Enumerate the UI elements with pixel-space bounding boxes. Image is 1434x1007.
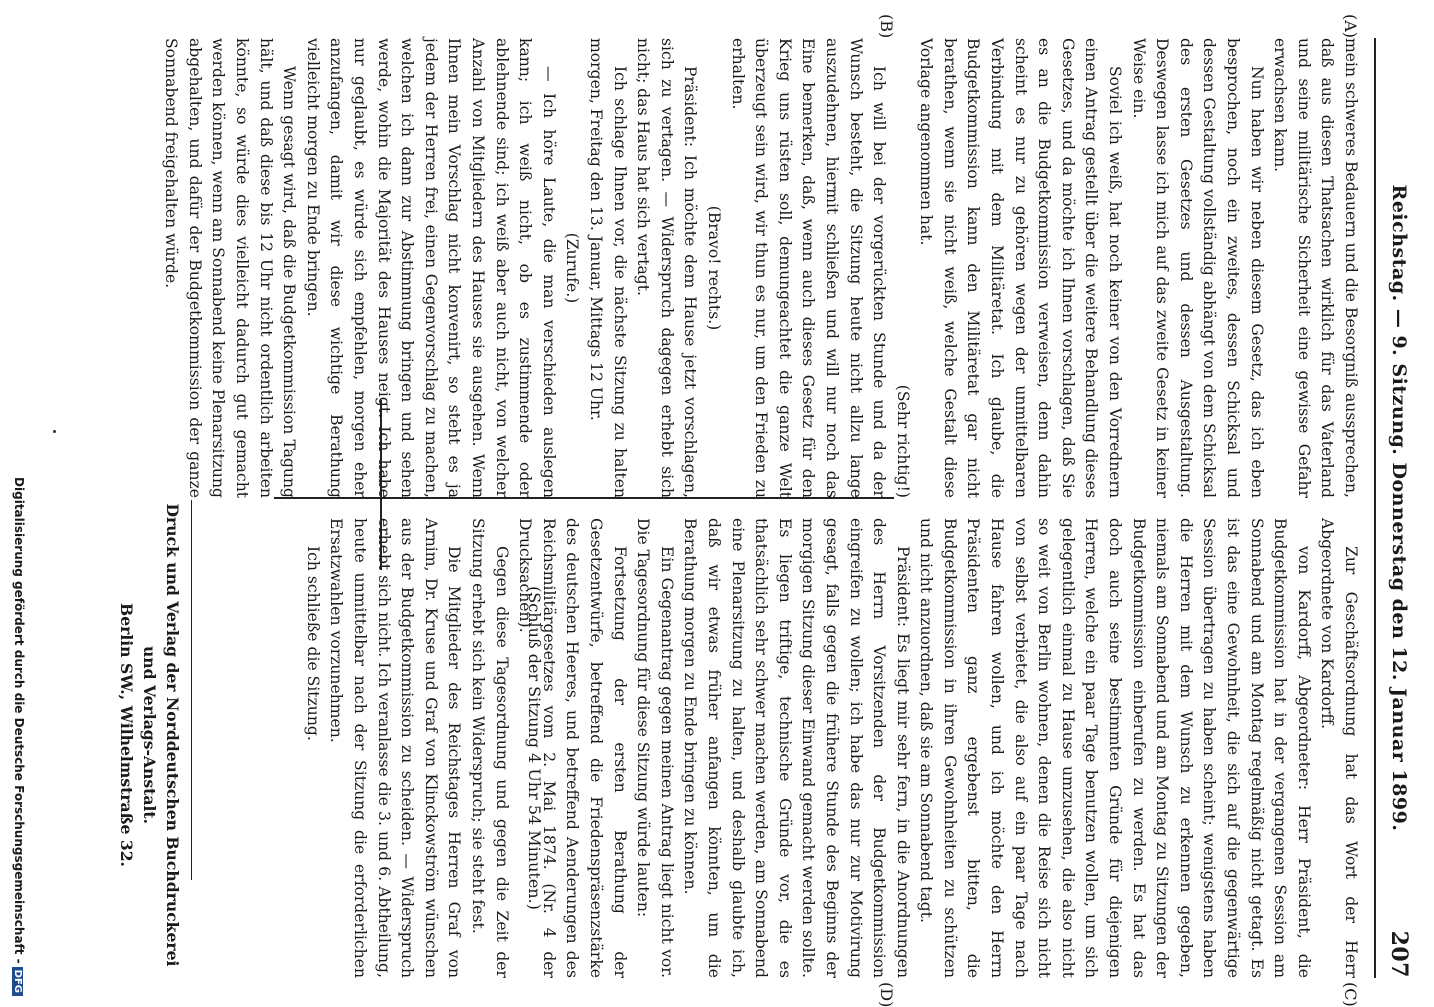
imprint-line-2: Berlin SW., Wilhelmstraße 32. <box>117 603 136 867</box>
scan-speck <box>53 430 56 433</box>
paragraph: Ich schließe die Sitzung. <box>303 546 322 741</box>
paragraph: mein schweres Bedauern und die Besorgniß aussprechen, daß aus diesen Thatsachen wirklich für das Vaterland und seine militärische Sicherheit eine gewisse Gefahr erwachsen kann. <box>1271 38 1360 498</box>
paragraph: Ich schlage Ihnen vor, die nächste Sitzung zu halten morgen, Freitag den 13. Januar, Mittags 12 Uhr. <box>587 38 629 498</box>
interjection: (Bravo! rechts.) <box>704 205 723 331</box>
digitization-text: Digitalisierung gefördert durch die Deutsche Forschungsgemeinschaft - <box>12 477 26 964</box>
digitization-note <box>12 0 26 1000</box>
footer-rule <box>191 500 192 880</box>
dfg-logo: DFG <box>12 967 23 996</box>
margin-mark-a: (A) <box>1341 14 1360 39</box>
page-header <box>1376 38 1416 978</box>
header-rule <box>1374 38 1376 978</box>
header-title: Reichstag. — 9. Sitzung. Donnerstag den 12. Januar 1899. <box>1388 184 1410 832</box>
section-rule <box>380 400 382 570</box>
interjection: (Zurufe.) <box>563 232 582 304</box>
interjection: (Sehr richtig!) <box>893 384 912 498</box>
agenda-item: Fortsetzung der ersten Berathung der Gesetzentwürfe, betreffend die Friedenspräsenzstärke des deutschen Heeres, und betreffend Aenderungen des Reichsmilitärgesetzes vom 2. Mai 1874. (Nr. 4 der Drucksachen). <box>516 518 629 978</box>
paragraph: Ich will bei der vorgerückten Stunde und da der Wunsch besteht, die Sitzung heute nicht allzu lange auszudehnen, hiermit schließen und will nur noch das Eine bemerken, daß, wenn auch dieses Gesetz für den Krieg uns rüsten soll, demungeachtet die ganze Welt überzeugt sein wird, wir thun es nur, um den Frieden zu erhalten. <box>728 38 889 498</box>
paragraph: von Kardorff, Abgeordneter: Herr Präsident, die Budgetkommission hat in der vergangenen Session am Sonnabend und am Montag regelmäßig nicht getagt. Es ist das eine Gewohnheit, die sich auf die gegenwärtige Session übertragen zu haben scheint; wenigstens haben die Herren mit dem Wunsch zu erkennen gegeben, niemals am Sonnabend und am Montag zu Sitzungen der Budgetkommission einberufen zu werden. Es hat das doch auch seine bestimmten Gründe für diejenigen Herren, welche ein paar Tage benutzen wollen, um sich gelegentlich einmal zu Hause umzusehen, die also nicht so weit von Berlin wohnen, denen die Reise sich nicht von selbst verbietet, die also auf ein paar Tage nach Hause fahren wollen, und ich möchte den Herrn Präsidenten ganz ergebenst bitten, die Budgetkommission in ihren Gewohnheiten zu schützen und nicht anzuordnen, daß sie am Sonnabend tagt. <box>917 518 1313 978</box>
paragraph: — Ich höre Laute, die man verschieden auslegen kann; ich weiß nicht, ob es zustimmende oder ablehnende sind; ich weiß aber auch nicht, von welcher Anzahl von Mitgliedern des Hauses sie ausgehen. Wenn Ihnen mein Vorschlag nicht konvenirt, so steht es ja jedem der Herren frei, einen Gegenvorschlag zu machen, welchen ich dann zur Abstimmung bringen und sehen werde, wohin die Majorität des Hauses neigt. Ich habe nur geglaubt, es würde sich empfehlen, morgen eher anzufangen, damit wir diese wichtige Berathung vielleicht morgen zu Ende bringen. <box>303 38 558 498</box>
closing-note: (Schluß der Sitzung 4 Uhr 54 Minuten.) <box>525 586 544 910</box>
imprint <box>115 500 184 970</box>
paragraph: Präsident: Ich möchte dem Hause jetzt vorschlagen, sich zu vertagen. — Widerspruch dagegen erhebt sich nicht; das Haus hat sich vertagt. <box>634 38 700 498</box>
paragraph: Nun haben wir neben diesem Gesetz, das ich eben besprochen, noch ein zweites, dessen Schicksal und dessen Gestaltung vollständig abhängt von dem Schicksal des ersten Gesetzes und dessen Ausgestaltung. Deswegen lasse ich mich auf das zweite Gesetz in keiner Weise ein. <box>1129 38 1266 498</box>
margin-mark-b: (B) <box>877 14 896 39</box>
margin-mark-c: (C) <box>1341 982 1360 1007</box>
paragraph: Soviel ich weiß, hat noch keiner von den Vorrednern einen Antrag gestellt über die weitere Behandlung dieses Gesetzes, und da möchte ich Ihnen vorschlagen, daß Sie es an die Budgetkommission verweisen, denn dahin scheint es nur zu gehören wegen der unmittelbaren Verbindung mit dem Militäretat. Ich glaube, die Budgetkommission kann den Militäretat gar nicht berathen, wenn sie nicht weiß, welche Gestalt diese Vorlage angenommen hat. <box>917 38 1125 498</box>
paragraph: Ein Gegenantrag gegen meinen Antrag liegt nicht vor. Die Tagesordnung für diese Sitzung würde lauten: <box>634 518 676 978</box>
paragraph: Präsident: Es liegt mir sehr fern, in die Anordnungen des Herrn Vorsitzenden der Budgetkommission eingreifen zu wollen; ich habe das nur zur Motivirung gesagt, falls gegen die frühere Stunde des Beginns der morgigen Sitzung dieser Einwand gemacht werden sollte. Es liegen triftige, technische Gründe vor, die es thatsächlich sehr schwer machen werden, am Sonnabend eine Plenarsitzung zu halten, und deshalb glaubte ich, daß wir etwas früher anfangen könnten, um die Berathung morgen zu Ende bringen zu können. <box>681 518 912 978</box>
paragraph: Wenn gesagt wird, daß die Budgetkommission Tagung hält, und daß diese bis 12 Uhr nicht ordentlich arbeiten könnte, so würde dies vielleicht dadurch gut gemacht werden können, wenn am Sonnabend keine Plenarsitzung abgehalten, und dafür der Budgetkommission der ganze Sonnabend freigehalten würde. <box>162 38 299 498</box>
paragraph: Die Mitglieder des Reichstages Herren Graf von Arnim, Dr. Kruse und Graf von Klinckowström wünschen aus der Budgetkommission zu scheiden. — Widerspruch erhebt sich nicht. Ich veranlasse die 3. und 6. Abtheilung, heute unmittelbar nach der Sitzung die erforderlichen Ersatzwahlen vorzunehmen. <box>327 518 464 978</box>
imprint-line-1: Druck und Verlag der Norddeutschen Buchdruckerei und Verlags-Anstalt. <box>140 503 182 967</box>
margin-mark-d: (D) <box>877 982 896 1007</box>
column-divider <box>274 497 894 499</box>
paragraph: Zur Geschäftsordnung hat das Wort der Herr Abgeordnete von Kardorff. <box>1318 518 1360 978</box>
paragraph: Gegen diese Tagesordnung und gegen die Zeit der Sitzung erhebt sich kein Widerspruch; sie steht fest. <box>469 518 511 978</box>
left-column <box>159 38 1362 498</box>
page-number: 207 <box>1386 930 1412 978</box>
right-column <box>300 518 1362 978</box>
